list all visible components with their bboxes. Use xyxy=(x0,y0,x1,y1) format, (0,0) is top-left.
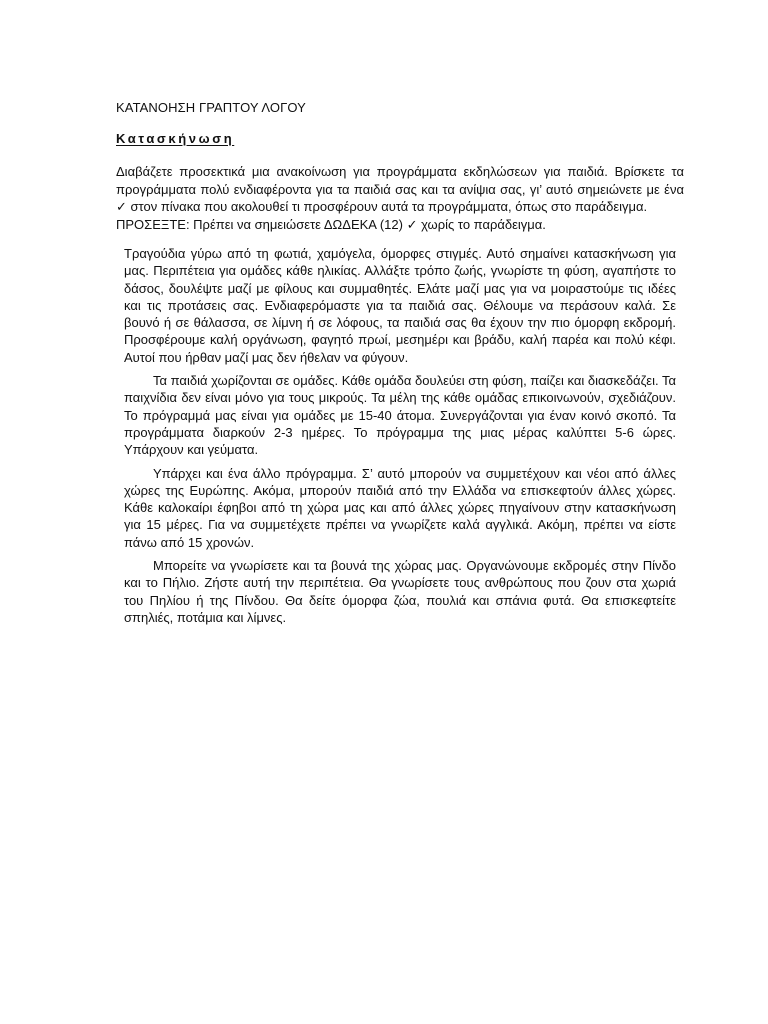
document-subtitle: Κατασκήνωση xyxy=(116,131,235,146)
passage-paragraph-1: Τραγούδια γύρω από τη φωτιά, χαμόγελα, όμορφες στιγμές. Αυτό σημαίνει κατασκήνωση για μας. Περιπέτεια για ομάδες κάθε ηλικίας. Αλλάξτε τρόπο ζωής, γνωρίστε τη φύση, αγαπήστε το δάσος, δουλέψτε μαζί με φίλους και συμμαθητές. Ελάτε μαζί μας για να μοιραστούμε τις ιδέες και τις προτάσεις σας. Ενδιαφερόμαστε για τα παιδιά σας. Θέλουμε να περάσουν καλά. Σε βουνό ή σε θάλασσα, σε λίμνη ή σε λόφους, τα παιδιά σας θα έχουν την πιο όμορφη εκδρομή. Προσφέρουμε καλή οργάνωση, φαγητό πρωί, μεσημέρι και βράδυ, καλή παρέα και πολύ κέφι. Αυτοί που ήρθαν μαζί μας δεν ήθελαν να φύγουν. xyxy=(124,246,676,365)
instructions-paragraph: Διαβάζετε προσεκτικά μια ανακοίνωση για προγράμματα εκδηλώσεων για παιδιά. Βρίσκετε τα προγράμματα πολύ ενδιαφέροντα για τα παιδιά σας και τα ανίψια σας, γι’ αυτό σημειώνετε με ένα ✓ στον πίνακα που ακολουθεί τι προσφέρουν αυτά τα προγράμματα, όπως στο παράδειγμα. xyxy=(116,164,684,214)
document-title: ΚΑΤΑΝΟΗΣΗ ΓΡΑΠΤΟΥ ΛΟΓΟΥ xyxy=(116,100,306,115)
passage-paragraph-4: Μπορείτε να γνωρίσετε και τα βουνά της χώρας μας. Οργανώνουμε εκδρομές στην Πίνδο και το Πήλιο. Ζήστε αυτή την περιπέτεια. Θα γνωρίσετε τους ανθρώπους που ζουν στα χωριά του Πηλίου ή της Πίνδου. Θα δείτε όμορφα ζώα, πουλιά και σπάνια φυτά. Θα επισκεφτείτε σπηλιές, ποτάμια και λίμνες. xyxy=(124,558,676,625)
instructions-warning: ΠΡΟΣΕΞΤΕ: Πρέπει να σημειώσετε ΔΩΔΕΚΑ (12) ✓ χωρίς το παράδειγμα. xyxy=(116,216,546,232)
instructions-block xyxy=(116,163,684,233)
passage-paragraph-3: Υπάρχει και ένα άλλο πρόγραμμα. Σ’ αυτό μπορούν να συμμετέχουν και νέοι από άλλες χώρες της Ευρώπης. Ακόμα, μπορούν παιδιά από την Ελλάδα να επισκεφτούν άλλες χώρες. Κάθε καλοκαίρι έφηβοι από τη χώρα μας και από άλλες χώρες πηγαίνουν στην κατασκήνωση για 15 μέρες. Για να συμμετέχετε πρέπει να γνωρίζετε καλά αγγλικά. Ακόμη, πρέπει να είστε πάνω από 15 χρονών. xyxy=(124,465,676,550)
announcement-passage xyxy=(124,245,676,632)
passage-paragraph-2: Τα παιδιά χωρίζονται σε ομάδες. Κάθε ομάδα δουλεύει στη φύση, παίζει και διασκεδάζει. Τα παιχνίδια δεν είναι μόνο για τους μικρούς. Τα μέλη της κάθε ομάδας επικοινωνούν, σχεδιάζουν. Το πρόγραμμά μας είναι για ομάδες με 15-40 άτομα. Συνεργάζονται για έναν κοινό σκοπό. Τα προγράμματα διαρκούν 2-3 ημέρες. Το πρόγραμμα της μιας μέρας καλύπτει 5-6 ώρες. Υπάρχουν και γεύματα. xyxy=(124,373,677,458)
